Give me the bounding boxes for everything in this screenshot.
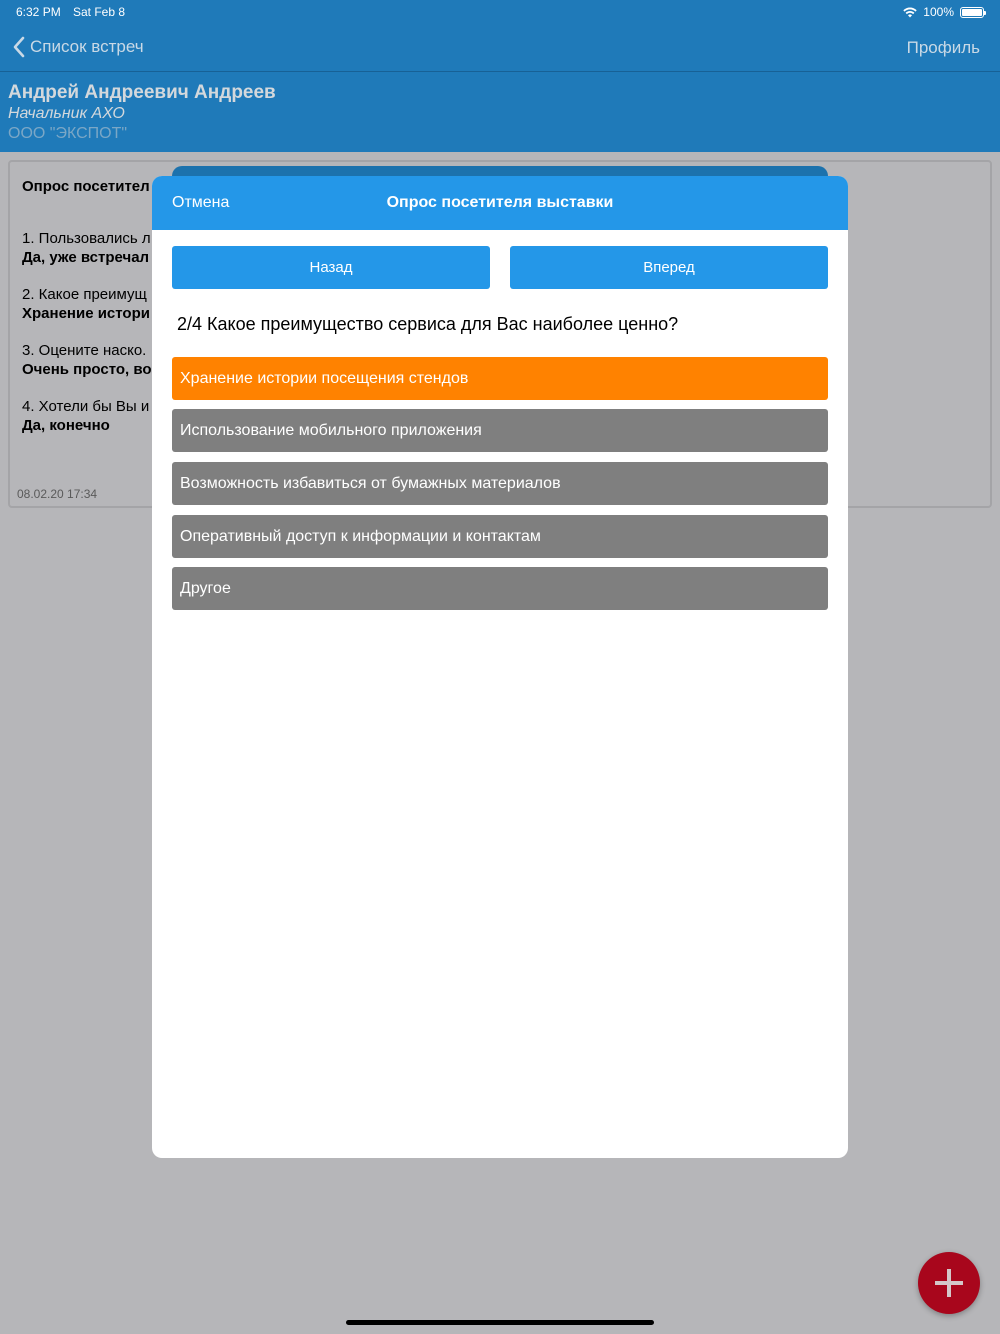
user-header — [0, 72, 1000, 152]
status-date: Sat Feb 8 — [73, 5, 126, 19]
navbar — [0, 24, 1000, 72]
answer-option-label: Оперативный доступ к информации и контактам — [180, 527, 541, 545]
cancel-button[interactable]: Отмена — [172, 194, 230, 211]
answer-option[interactable] — [172, 567, 828, 610]
user-position: Начальник АХО — [8, 105, 125, 122]
profile-button[interactable]: Профиль — [906, 38, 980, 57]
question-text: 2/4 Какое преимущество сервиса для Вас наиболее ценно? — [177, 314, 679, 334]
back-button[interactable] — [12, 36, 144, 58]
survey-card-answer: Хранение истори — [22, 305, 150, 322]
survey-card-title: Опрос посетител — [22, 178, 150, 195]
status-right — [903, 5, 984, 19]
answer-option-label: Использование мобильного приложения — [180, 421, 482, 439]
survey-card-answer: Да, уже встречал — [22, 249, 150, 266]
answer-option[interactable] — [172, 515, 828, 558]
chevron-left-icon — [12, 36, 26, 58]
survey-card-answer: Да, конечно — [22, 417, 110, 434]
answer-option[interactable] — [172, 357, 828, 400]
answer-option-label: Возможность избавиться от бумажных материалов — [180, 474, 561, 492]
status-time: 6:32 PM — [16, 5, 61, 19]
survey-card-question: 3. Оцените наско. — [22, 342, 147, 359]
survey-card-answer: Очень просто, во — [22, 361, 152, 378]
user-name: Андрей Андреевич Андреев — [8, 82, 276, 103]
user-company: ООО "ЭКСПОТ" — [8, 125, 128, 142]
survey-card-timestamp: 08.02.20 17:34 — [17, 487, 98, 501]
battery-icon — [960, 7, 984, 18]
survey-card-question: 4. Хотели бы Вы и — [22, 398, 150, 415]
answer-option[interactable] — [172, 462, 828, 505]
add-button[interactable] — [918, 1252, 980, 1314]
modal-nav-buttons — [172, 246, 828, 289]
next-button[interactable]: Вперед — [510, 246, 828, 289]
back-button-label: Список встреч — [30, 37, 144, 56]
battery-percent: 100% — [923, 5, 954, 19]
modal-header — [152, 176, 848, 230]
survey-modal — [152, 176, 848, 1158]
home-indicator — [346, 1320, 654, 1325]
survey-card-question: 2. Какое преимущ — [22, 286, 147, 303]
status-bar — [0, 0, 1000, 24]
wifi-icon — [903, 7, 917, 18]
answer-option-label: Другое — [180, 579, 231, 597]
answer-option-label: Хранение истории посещения стендов — [180, 369, 469, 387]
answer-option[interactable] — [172, 409, 828, 452]
previous-button[interactable]: Назад — [172, 246, 490, 289]
survey-card-question: 1. Пользовались л — [22, 230, 151, 247]
modal-title: Опрос посетителя выставки — [386, 194, 614, 211]
